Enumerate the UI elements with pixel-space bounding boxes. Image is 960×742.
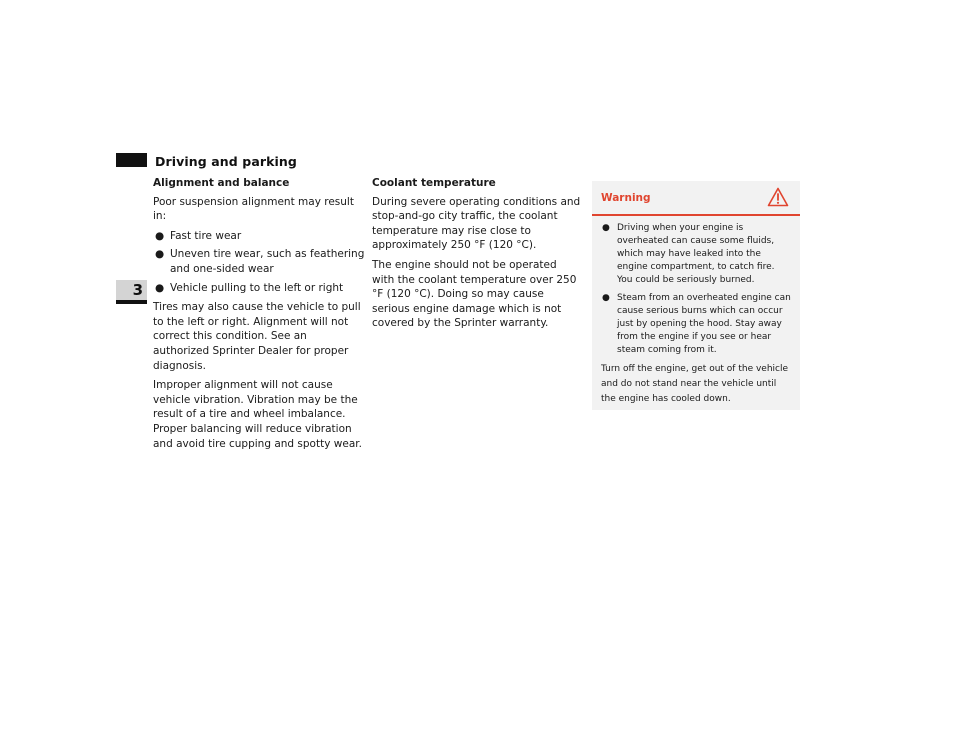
list-item — [153, 247, 365, 276]
bullet-icon: ● — [155, 248, 165, 261]
coolant-column — [372, 176, 582, 336]
list-item-text: Fast tire wear — [170, 229, 242, 242]
coolant-heading: Coolant temperature — [372, 177, 496, 189]
list-item — [153, 281, 365, 296]
warning-bullet-list — [601, 222, 791, 357]
bullet-icon: ● — [602, 223, 610, 233]
alignment-intro: Poor suspension alignment may result in: — [153, 195, 354, 223]
alignment-heading: Alignment and balance — [153, 177, 290, 189]
list-item-text: Driving when your engine is overheated can cause some fluids, which may have leaked into the engine compartment, to catch fire. You could be seriously burned. — [617, 223, 775, 285]
balance-paragraph: Improper alignment will not cause vehicle vibration. Vibration may be the result of a tire and wheel imbalance. Proper balancing will reduce vibration and avoid tire cupping and spotty wear. — [153, 379, 362, 450]
list-item — [601, 292, 791, 357]
list-item — [601, 222, 791, 287]
alignment-column — [153, 176, 365, 456]
list-item-text: Steam from an overheated engine can cause serious burns which can occur just by opening the hood. Stay away from the engine if you see or hear steam coming from it. — [617, 293, 791, 355]
warning-closing: Turn off the engine, get out of the vehicle and do not stand near the vehicle until the engine has cooled down. — [601, 364, 789, 404]
section-tab-marker — [116, 153, 147, 167]
warning-title: Warning — [601, 192, 651, 204]
warning-box — [592, 181, 800, 410]
chapter-number: 3 — [132, 281, 143, 299]
bullet-icon: ● — [155, 229, 165, 242]
chapter-marker — [116, 280, 147, 304]
section-title: Driving and parking — [155, 154, 297, 169]
alignment-bullet-list — [153, 229, 365, 295]
warning-body — [592, 216, 800, 407]
list-item — [153, 229, 365, 244]
alignment-paragraph: Tires may also cause the vehicle to pull to the left or right. Alignment will not correct this condition. See an authorized Sprinter Dealer for proper diagnosis. — [153, 301, 361, 372]
list-item-text: Uneven tire wear, such as feathering and one-sided wear — [170, 248, 365, 275]
warning-header — [592, 181, 800, 216]
coolant-limit-paragraph: The engine should not be operated with the coolant temperature over 250 °F (120 °C). Doing so may cause serious engine damage which is not covered by the Sprinter warranty. — [372, 258, 577, 330]
bullet-icon: ● — [602, 293, 610, 303]
warning-triangle-icon — [767, 187, 789, 207]
bullet-icon: ● — [155, 281, 165, 294]
coolant-paragraph: During severe operating conditions and stop-and-go city traffic, the coolant temperature may rise close to approximately 250 °F (120 °C). — [372, 195, 581, 252]
list-item-text: Vehicle pulling to the left or right — [170, 281, 344, 294]
